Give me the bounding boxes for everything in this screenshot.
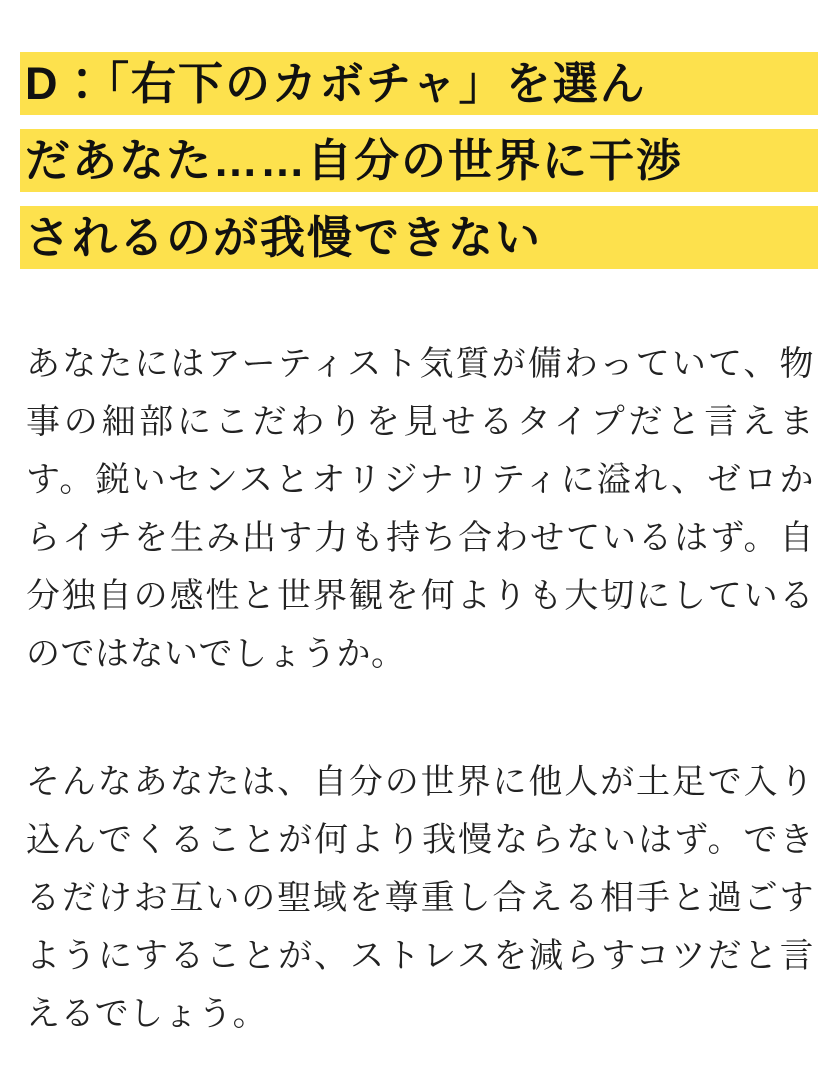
- heading-line-3: されるのが我慢できない: [20, 206, 818, 269]
- heading-line-2: だあなた……自分の世界に干渉: [20, 129, 818, 192]
- result-heading: [20, 52, 818, 269]
- body-paragraph-1: あなたにはアーティスト気質が備わっていて、物事の細部にこだわりを見せるタイプだと言えます。鋭いセンスとオリジナリティに溢れ、ゼロからイチを生み出す力も持ち合わせているはず。自分独自の感性と世界観を何よりも大切にしているのではないでしょうか。: [26, 345, 814, 673]
- heading-line-1: D：「右下のカボチャ」を選ん: [20, 52, 818, 115]
- body-paragraph-2: そんなあなたは、自分の世界に他人が土足で入り込んでくることが何より我慢ならないはず。できるだけお互いの聖域を尊重し合える相手と過ごすようにすることが、ストレスを減らすコツだと言えるでしょう。: [26, 763, 814, 1033]
